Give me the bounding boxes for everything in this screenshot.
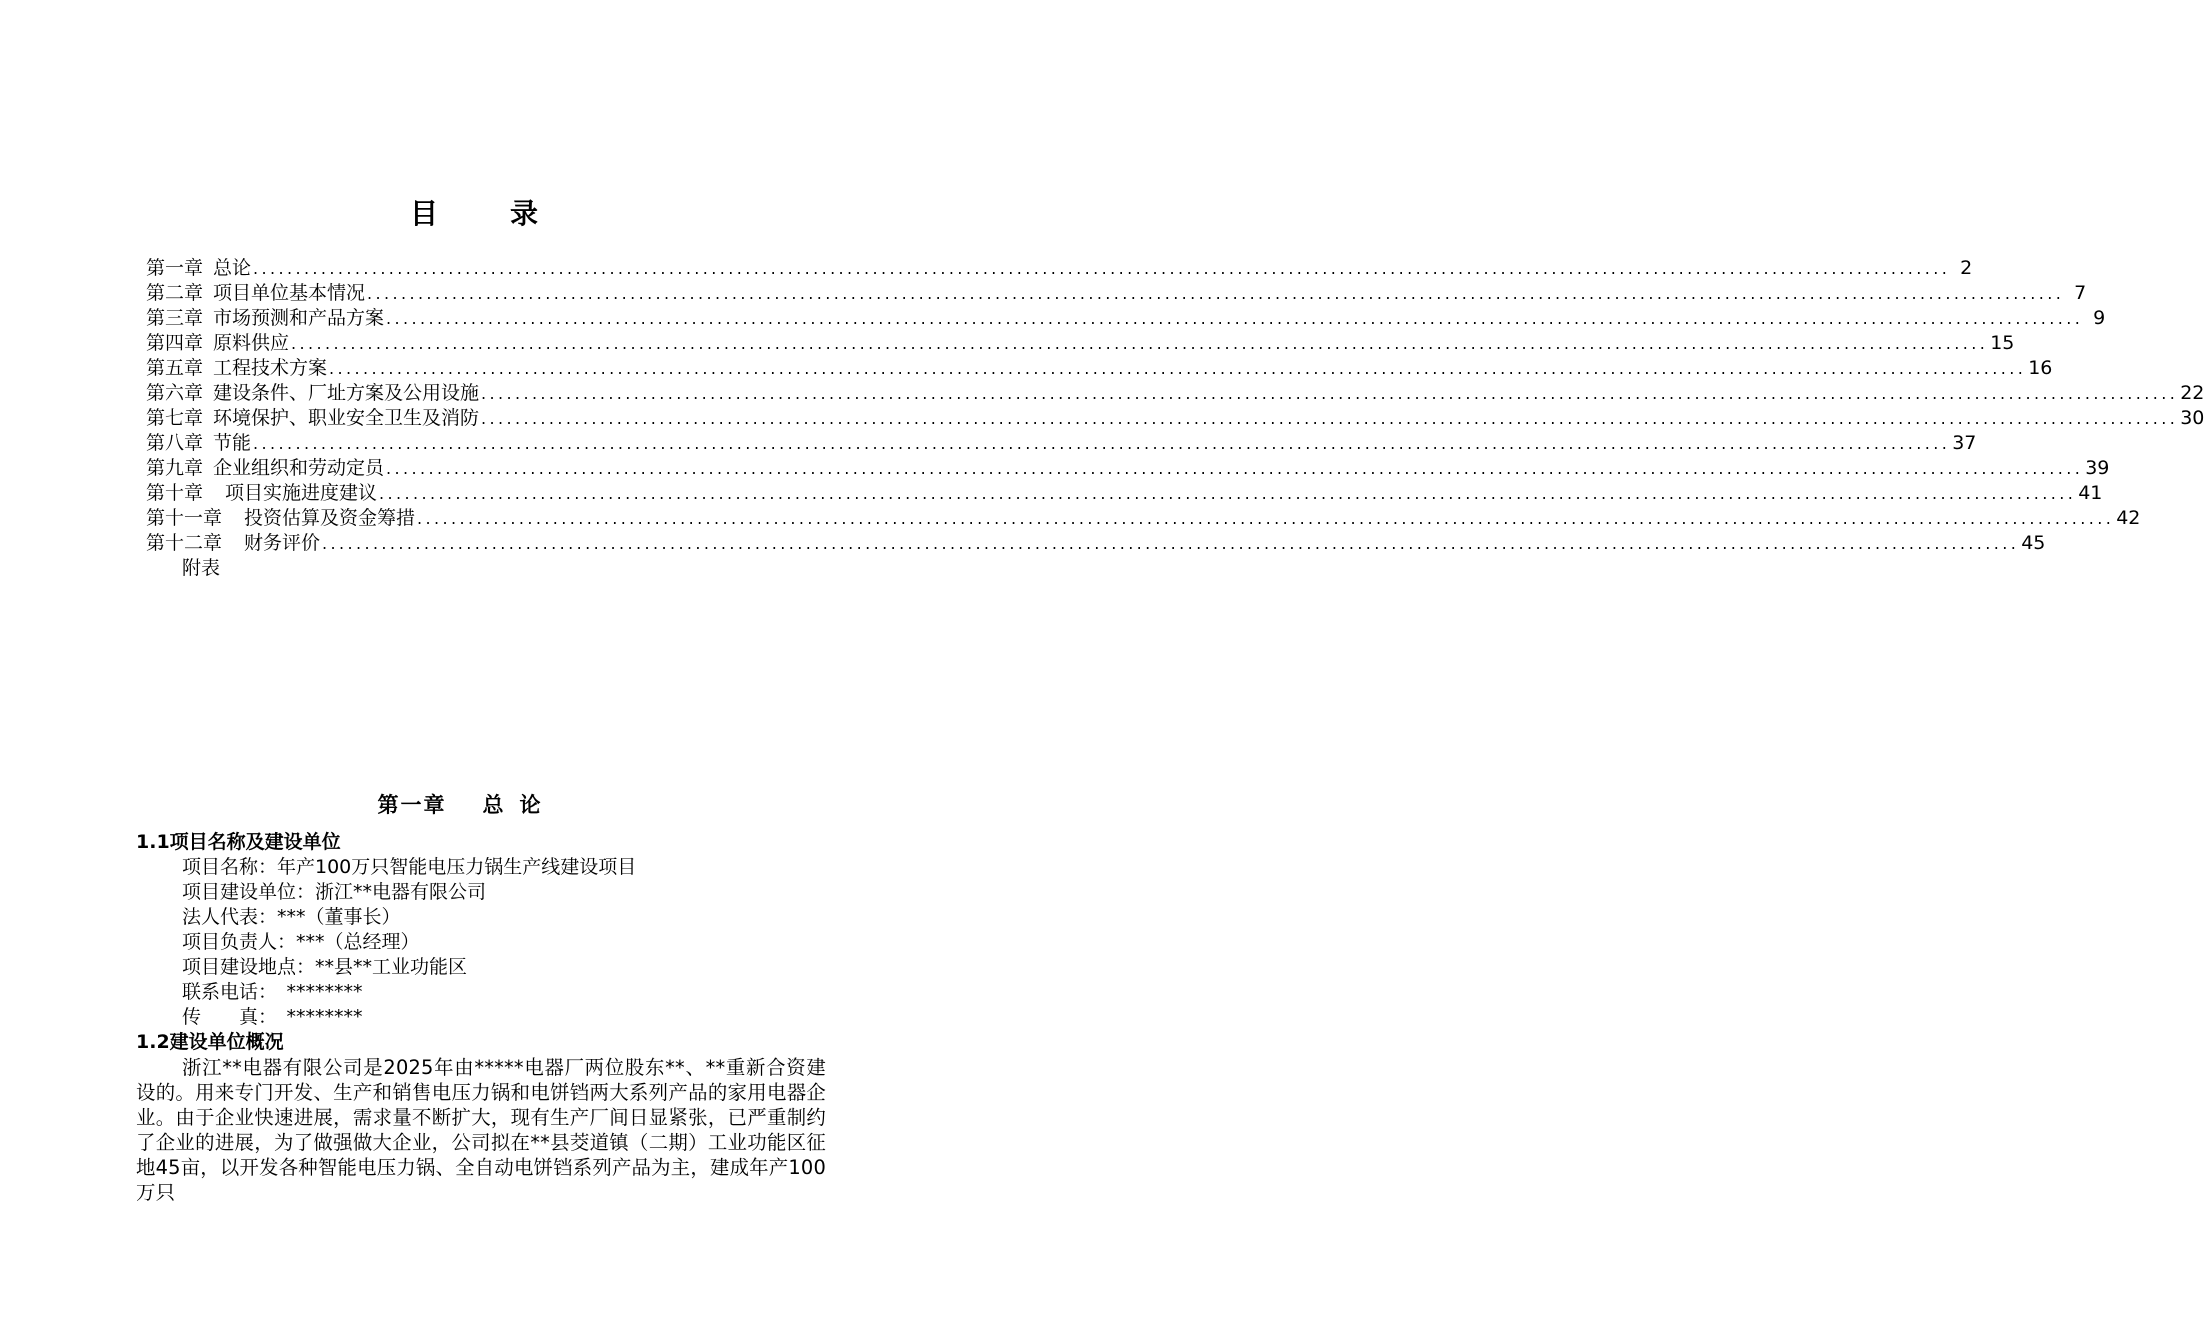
- toc-entry-chapter: 第三章: [146, 307, 204, 329]
- toc-entry-page: 22: [2180, 382, 2204, 404]
- toc-entry-title: 建设条件、厂址方案及公用设施: [213, 382, 480, 404]
- toc-entry-chapter: 第十一章: [146, 507, 223, 529]
- toc-entry: [146, 331, 2015, 356]
- toc-entry-title: 投资估算及资金筹措: [244, 507, 416, 529]
- toc-title-left: 目: [409, 197, 440, 230]
- info-line: 项目建设单位：浙江**电器有限公司: [182, 881, 487, 903]
- toc-entry-page: 30: [2180, 407, 2204, 429]
- toc-entry-chapter: 第九章: [146, 457, 204, 479]
- toc-entry-title: 项目单位基本情况: [213, 282, 366, 304]
- toc-entry-leader: ........................................................................................................................................................................................................: [253, 259, 1951, 278]
- section-heading-1-2: 1.2建设单位概况: [136, 1031, 284, 1053]
- chapter-title: [0, 789, 920, 819]
- chapter-body: [136, 830, 826, 1205]
- toc-entry-title: 市场预测和产品方案: [213, 307, 385, 329]
- toc-entry: [146, 506, 2141, 531]
- toc-entry-title: 环境保护、职业安全卫生及消防: [213, 407, 480, 429]
- toc-entry-title: 财务评价: [244, 532, 321, 554]
- toc-entry-leader: ........................................................................................................................................................................................................: [329, 359, 2027, 378]
- toc-entry-chapter: 第八章: [146, 432, 204, 454]
- toc-entry-chapter: 第五章: [146, 357, 204, 379]
- toc-entry: [146, 381, 2204, 406]
- chapter-name-part1: 总: [482, 793, 506, 817]
- section-1-1-lines: [136, 855, 826, 1030]
- toc-entry: [146, 306, 2106, 331]
- toc-entry-chapter: 第十章: [146, 482, 204, 504]
- chapter-name-part2: 论: [519, 793, 543, 817]
- section-1-2-paragraph: 浙江**电器有限公司是2025年由*****电器厂两位股东**、**重新合资建设的。用来专门开发、生产和销售电压力锅和电饼铛两大系列产品的家用电器企业。由于企业快速进展，需求量不断扩大，现有生产厂间日显紧张，已严重制约了企业的进展，为了做强做大企业，公司拟在**县茭道镇（二期）工业功能区征地45亩，以开发各种智能电压力锅、全自动电饼铛系列产品为主，建成年产100万只: [136, 1056, 826, 1204]
- toc-entry: [146, 256, 1973, 281]
- toc-entry-leader: ........................................................................................................................................................................................................: [322, 534, 2020, 553]
- toc-entry-title: 总论: [213, 257, 252, 279]
- toc-entry-leader: ........................................................................................................................................................................................................: [481, 409, 2179, 428]
- toc-entry-page: 41: [2078, 482, 2103, 504]
- info-line: 项目负责人：***（总经理）: [182, 931, 420, 953]
- toc-entry-page: 2: [1960, 257, 1973, 279]
- toc-entry-page: 15: [1990, 332, 2015, 354]
- info-line: 法人代表：***（董事长）: [182, 906, 401, 928]
- toc-entry-chapter: 第二章: [146, 282, 204, 304]
- info-line: 联系电话： ********: [182, 981, 363, 1003]
- toc-entry: [146, 356, 2053, 381]
- toc-entry-leader: ........................................................................................................................................................................................................: [417, 509, 2115, 528]
- info-line: 项目名称：年产100万只智能电压力锅生产线建设项目: [182, 856, 637, 878]
- toc-entry-title: 节能: [213, 432, 252, 454]
- toc-appendix: 附表: [182, 557, 221, 579]
- table-of-contents: [146, 256, 2204, 556]
- toc-entry: [146, 456, 2110, 481]
- toc-entry-page: 45: [2021, 532, 2046, 554]
- toc-entry-page: 16: [2028, 357, 2053, 379]
- toc-entry-chapter: 第四章: [146, 332, 204, 354]
- toc-entry: [146, 431, 1977, 456]
- toc-entry-chapter: 第六章: [146, 382, 204, 404]
- chapter-number: 第一章: [377, 793, 447, 817]
- toc-entry-leader: ........................................................................................................................................................................................................: [386, 459, 2084, 478]
- toc-entry-chapter: 第七章: [146, 407, 204, 429]
- toc-entry-leader: ........................................................................................................................................................................................................: [481, 384, 2179, 403]
- toc-entry-chapter: 第十二章: [146, 532, 223, 554]
- toc-entry-chapter: 第一章: [146, 257, 204, 279]
- toc-entry: [146, 531, 2046, 556]
- toc-title-right: 录: [510, 197, 541, 230]
- toc-entry-title: 原料供应: [213, 332, 290, 354]
- toc-entry-page: 42: [2116, 507, 2141, 529]
- toc-entry-page: 37: [1952, 432, 1977, 454]
- toc-entry: [146, 281, 2087, 306]
- toc-entry-leader: ........................................................................................................................................................................................................: [386, 309, 2084, 328]
- toc-entry-title: 工程技术方案: [213, 357, 328, 379]
- toc-entry-title: 项目实施进度建议: [225, 482, 378, 504]
- toc-entry-leader: ........................................................................................................................................................................................................: [291, 334, 1989, 353]
- toc-entry-title: 企业组织和劳动定员: [213, 457, 385, 479]
- info-line: 项目建设地点：**县**工业功能区: [182, 956, 468, 978]
- toc-entry-page: 7: [2074, 282, 2087, 304]
- toc-entry: [146, 406, 2204, 431]
- toc-entry-page: 9: [2093, 307, 2106, 329]
- toc-entry: [146, 481, 2103, 506]
- toc-title: [0, 192, 950, 232]
- info-line: 传 真： ********: [182, 1006, 363, 1028]
- toc-entry-leader: ........................................................................................................................................................................................................: [379, 484, 2077, 503]
- toc-entry-page: 39: [2085, 457, 2110, 479]
- toc-entry-leader: ........................................................................................................................................................................................................: [367, 284, 2065, 303]
- toc-entry-leader: ........................................................................................................................................................................................................: [253, 434, 1951, 453]
- section-heading-1-1: 1.1项目名称及建设单位: [136, 831, 341, 853]
